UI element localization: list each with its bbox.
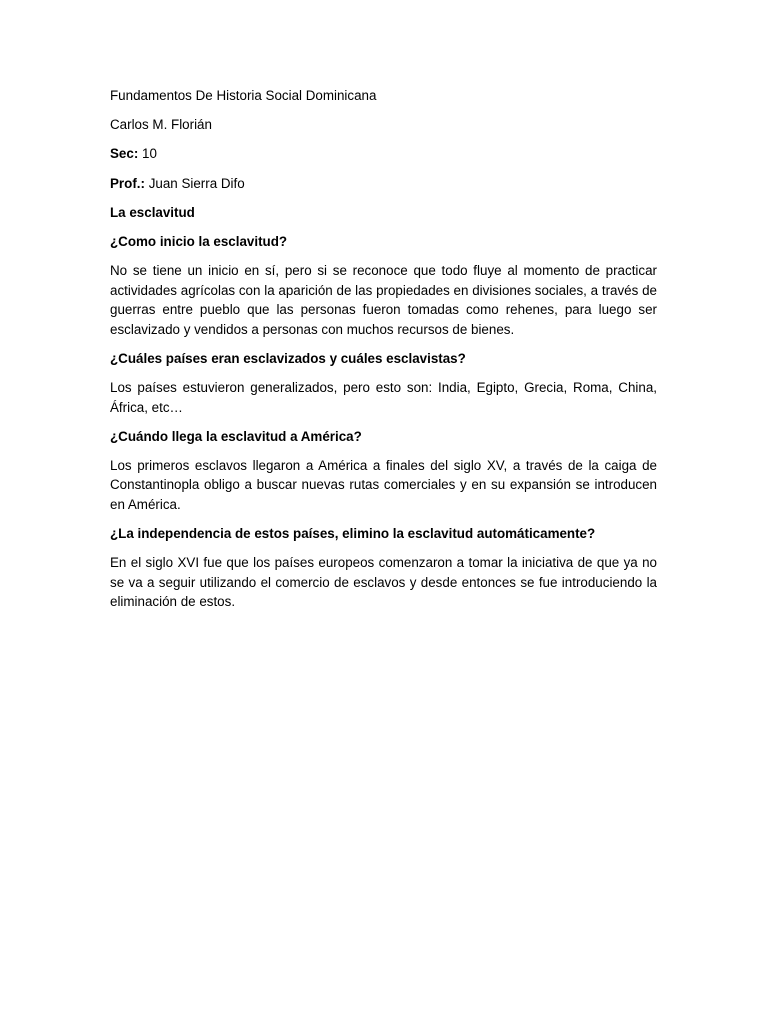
question-4: ¿La independencia de estos países, elimino la esclavitud automáticamente? bbox=[110, 526, 596, 542]
professor-line bbox=[110, 174, 657, 194]
question-3: ¿Cuándo llega la esclavitud a América? bbox=[110, 428, 362, 444]
professor-label: Prof.: bbox=[110, 175, 145, 191]
student-name: Carlos M. Florián bbox=[110, 117, 212, 133]
question-2: ¿Cuáles países eran esclavizados y cuáles esclavistas? bbox=[110, 350, 466, 366]
document-title: La esclavitud bbox=[110, 204, 195, 220]
document-body bbox=[110, 86, 657, 621]
answer-1: No se tiene un inicio en sí, pero si se reconoce que todo fluye al momento de practicar actividades agrícolas con la aparición de las propiedades en divisiones sociales, a través de guerras entre pueblo que las personas fueron tomadas como rehenes, para luego ser esclavizado y vendidos a personas con muchos recursos de bienes. bbox=[110, 263, 657, 337]
answer-2: Los países estuvieron generalizados, pero esto son: India, Egipto, Grecia, Roma, China, África, etc… bbox=[110, 380, 657, 415]
answer-3: Los primeros esclavos llegaron a América a finales del siglo XV, a través de la caiga de Constantinopla obligo a buscar nuevas rutas comerciales y en su expansión se introducen en América. bbox=[110, 457, 657, 512]
section-value: 10 bbox=[138, 146, 157, 162]
course-title: Fundamentos De Historia Social Dominicana bbox=[110, 88, 377, 103]
professor-value: Juan Sierra Difo bbox=[144, 175, 245, 191]
section-line bbox=[110, 144, 657, 164]
section-label: Sec: bbox=[110, 146, 139, 162]
answer-4: En el siglo XVI fue que los países europeos comenzaron a tomar la iniciativa de que ya no se va a seguir utilizando el comercio de esclavos y desde entonces se fue introduciendo la eliminación de estos. bbox=[110, 555, 657, 610]
question-1: ¿Como inicio la esclavitud? bbox=[110, 233, 288, 249]
